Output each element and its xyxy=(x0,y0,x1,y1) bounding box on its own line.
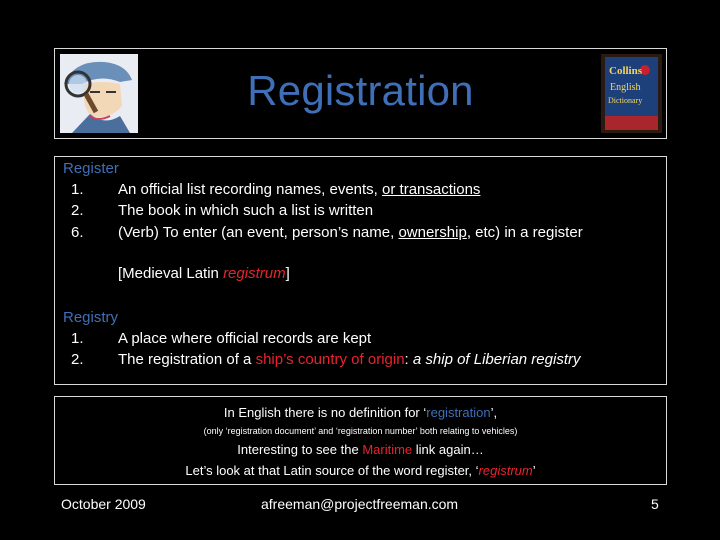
ownership-link[interactable]: ownership xyxy=(398,224,467,241)
svg-text:Collins: Collins xyxy=(609,65,643,77)
registrum-word: registrum xyxy=(223,265,286,282)
register-heading: Register xyxy=(63,160,119,177)
registry-heading: Registry xyxy=(63,309,119,326)
note-panel xyxy=(54,396,667,485)
footer-date: October 2009 xyxy=(61,496,146,512)
page-title: Registration xyxy=(247,67,474,114)
title-panel xyxy=(54,48,667,139)
footer-email[interactable]: afreeman@projectfreeman.com xyxy=(261,496,459,512)
note-line-1: In English there is no definition for ‘registration’, xyxy=(223,405,498,420)
page-number: 5 xyxy=(651,496,659,512)
svg-text:English: English xyxy=(610,82,641,93)
note-line-2: (only ‘registration document’ and ‘registration number’ both relating to vehicles) xyxy=(203,426,518,436)
note-line-4: Let’s look at that Latin source of the word register, ‘registrum’ xyxy=(185,463,536,478)
svg-text:Dictionary: Dictionary xyxy=(608,96,643,105)
dictionary-cover-image xyxy=(601,54,662,133)
transactions-link[interactable]: or transactions xyxy=(382,181,481,198)
note-line-3: Interesting to see the Maritime link again… xyxy=(237,442,484,457)
definitions-panel: Register 1. An official list recording names, events, or transactions 2. The book in which such a list is written 6. (Verb) To enter (an event, person’s name, ownership, etc) in a register [Medieval Latin registrum] Registry 1. A place where official records are kept 2. The registration of a ship’s country of origin: a ship of Liberian registry xyxy=(54,156,667,385)
